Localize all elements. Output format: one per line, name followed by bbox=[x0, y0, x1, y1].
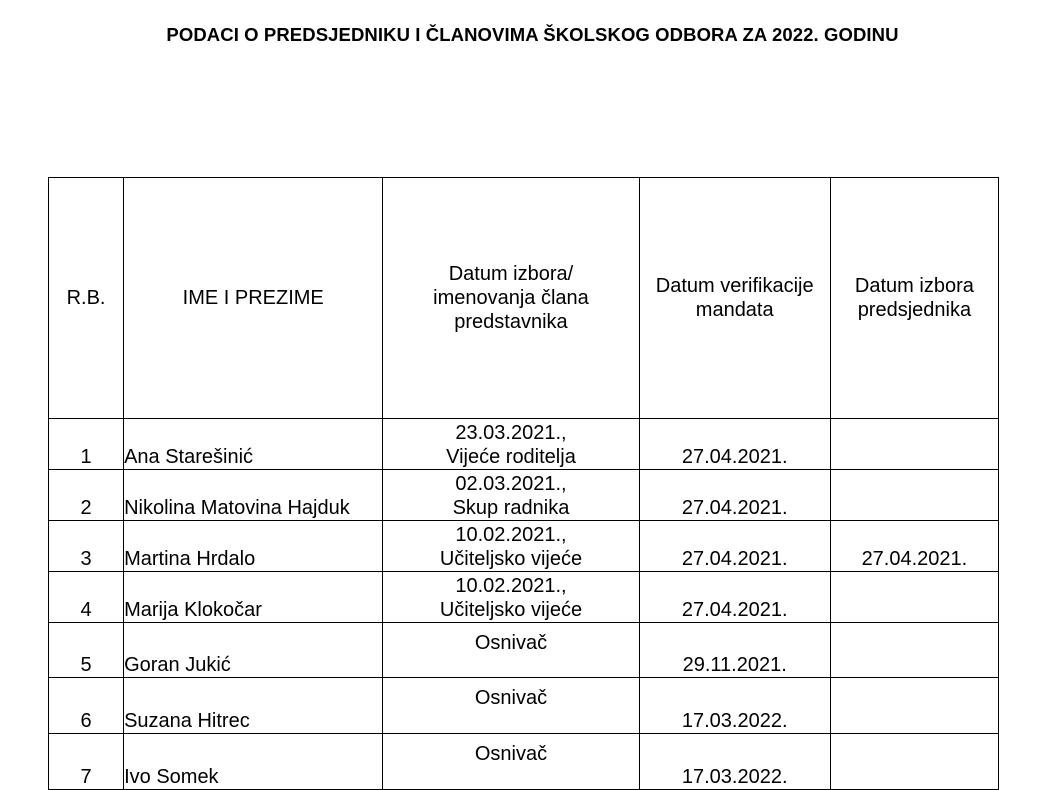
table-row bbox=[49, 572, 999, 623]
cell-rb: 5 bbox=[49, 623, 124, 678]
cell-president-date bbox=[830, 419, 998, 470]
cell-name: Ana Starešinić bbox=[124, 419, 383, 470]
cell-name: Marija Klokočar bbox=[124, 572, 383, 623]
cell-verification-date: 29.11.2021. bbox=[639, 623, 830, 678]
cell-verification-date: 17.03.2022. bbox=[639, 678, 830, 734]
cell-rb: 2 bbox=[49, 470, 124, 521]
cell-rb: 1 bbox=[49, 419, 124, 470]
cell-president-date bbox=[830, 734, 998, 790]
cell-president-date bbox=[830, 678, 998, 734]
cell-election-date-line1: 02.03.2021., bbox=[455, 473, 567, 495]
cell-president-date bbox=[830, 470, 998, 521]
header-election-date bbox=[383, 178, 639, 419]
cell-election-date bbox=[383, 419, 639, 470]
cell-president-date bbox=[830, 572, 998, 623]
header-president-date bbox=[830, 178, 998, 419]
cell-president-date bbox=[830, 623, 998, 678]
cell-name: Nikolina Matovina Hajduk bbox=[124, 470, 383, 521]
cell-name: Martina Hrdalo bbox=[124, 521, 383, 572]
cell-election-date-line2: Vijeće roditelja bbox=[446, 446, 576, 468]
table-row bbox=[49, 470, 999, 521]
cell-election-date bbox=[383, 470, 639, 521]
cell-verification-date: 17.03.2022. bbox=[639, 734, 830, 790]
document-title: PODACI O PREDSJEDNIKU I ČLANOVIMA ŠKOLSKOG ODBORA ZA 2022. GODINU bbox=[166, 24, 899, 45]
cell-rb: 7 bbox=[49, 734, 124, 790]
header-verification-date-line1: Datum verifikacije bbox=[655, 275, 814, 297]
cell-election-date-line1: 10.02.2021., bbox=[455, 575, 567, 597]
cell-rb: 6 bbox=[49, 678, 124, 734]
cell-verification-date: 27.04.2021. bbox=[639, 419, 830, 470]
cell-election-date-line2: Učiteljsko vijeće bbox=[439, 548, 583, 570]
cell-verification-date: 27.04.2021. bbox=[639, 572, 830, 623]
header-verification-date bbox=[639, 178, 830, 419]
table-header-row bbox=[49, 178, 999, 419]
table-row bbox=[49, 419, 999, 470]
cell-election-date-line2: Učiteljsko vijeće bbox=[439, 599, 583, 621]
header-president-date-line1: Datum izbora bbox=[854, 275, 974, 297]
cell-rb: 3 bbox=[49, 521, 124, 572]
table-row bbox=[49, 623, 999, 678]
header-election-date-line3: predstavnika bbox=[454, 311, 568, 333]
cell-name: Suzana Hitrec bbox=[124, 678, 383, 734]
school-board-table bbox=[48, 177, 999, 790]
cell-verification-date: 27.04.2021. bbox=[639, 470, 830, 521]
cell-election-date-line2: Skup radnika bbox=[452, 497, 570, 519]
cell-election-date-line1: 10.02.2021., bbox=[455, 524, 567, 546]
cell-election-date: Osnivač bbox=[383, 734, 639, 790]
cell-rb: 4 bbox=[49, 572, 124, 623]
header-president-date-line2: predsjednika bbox=[857, 299, 972, 321]
header-election-date-line2: imenovanja člana bbox=[433, 287, 589, 309]
cell-election-date bbox=[383, 572, 639, 623]
header-verification-date-line2: mandata bbox=[695, 299, 774, 321]
cell-election-date-line1: 23.03.2021., bbox=[455, 422, 567, 444]
cell-verification-date: 27.04.2021. bbox=[639, 521, 830, 572]
header-name: IME I PREZIME bbox=[124, 178, 383, 419]
table-row bbox=[49, 734, 999, 790]
header-election-date-line1: Datum izbora/ bbox=[448, 263, 574, 285]
cell-election-date: Osnivač bbox=[383, 678, 639, 734]
cell-election-date: Osnivač bbox=[383, 623, 639, 678]
cell-name: Ivo Somek bbox=[124, 734, 383, 790]
table-row bbox=[49, 521, 999, 572]
cell-president-date: 27.04.2021. bbox=[830, 521, 998, 572]
header-rb: R.B. bbox=[49, 178, 124, 419]
cell-name: Goran Jukić bbox=[124, 623, 383, 678]
table-row bbox=[49, 678, 999, 734]
cell-election-date bbox=[383, 521, 639, 572]
